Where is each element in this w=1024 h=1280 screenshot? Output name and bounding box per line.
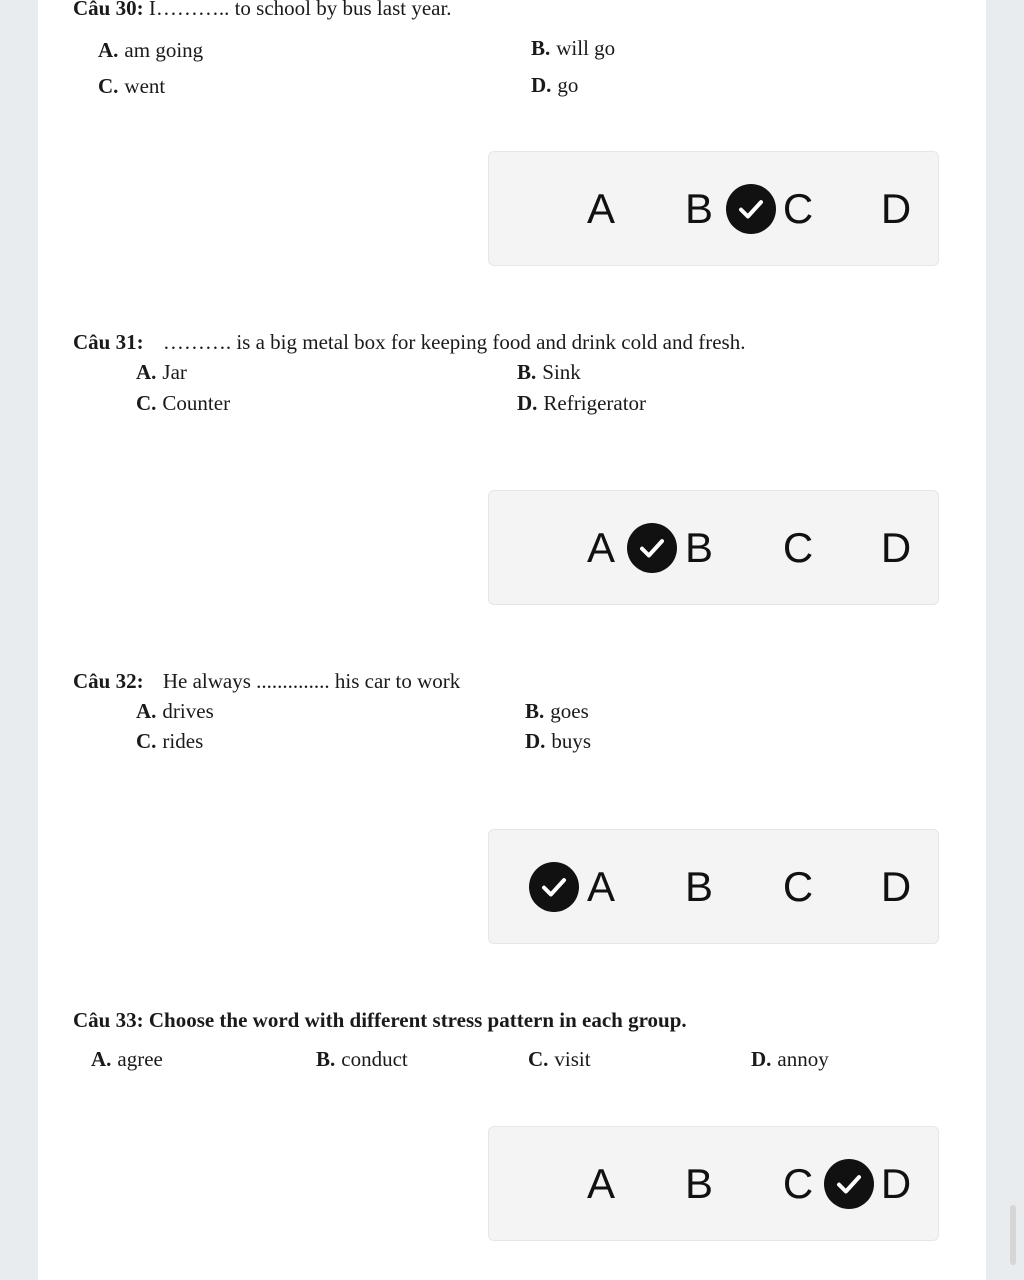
option-c: C. rides bbox=[136, 729, 204, 753]
question-33 bbox=[73, 1008, 687, 1033]
option-d: D. Refrigerator bbox=[517, 391, 647, 415]
answer-choice-d[interactable]: D bbox=[880, 184, 912, 232]
answer-choice-b[interactable]: B bbox=[684, 862, 714, 910]
answer-card-32 bbox=[488, 829, 939, 944]
answer-choice-d[interactable]: D bbox=[880, 1159, 912, 1207]
option-a: A. agree bbox=[91, 1047, 163, 1071]
answer-choice-d[interactable]: D bbox=[880, 523, 912, 571]
option-a: A. am going bbox=[98, 38, 204, 62]
option-d: D. go bbox=[531, 73, 579, 97]
check-circle-icon bbox=[529, 862, 579, 912]
scrollbar[interactable] bbox=[1010, 1205, 1016, 1265]
option-b: B. goes bbox=[525, 699, 589, 723]
option-c: C. went bbox=[98, 74, 166, 98]
answer-choice-a[interactable]: A bbox=[586, 862, 616, 910]
option-c: C. Counter bbox=[136, 391, 231, 415]
question-text: ………. is a big metal box for keeping food and drink cold and fresh. bbox=[162, 330, 746, 354]
option-b: B. Sink bbox=[517, 360, 581, 384]
check-circle-icon bbox=[627, 523, 677, 573]
question-label: Câu 33: bbox=[73, 1008, 144, 1032]
option-b: B. conduct bbox=[316, 1047, 408, 1071]
answer-choice-d[interactable]: D bbox=[880, 862, 912, 910]
answer-choice-c[interactable]: C bbox=[782, 862, 814, 910]
option-d: D. buys bbox=[525, 729, 592, 753]
option-a: A. drives bbox=[136, 699, 214, 723]
answer-card-30 bbox=[488, 151, 939, 266]
question-text: He always .............. his car to work bbox=[162, 669, 461, 693]
answer-choice-c[interactable]: C bbox=[782, 184, 814, 232]
question-32 bbox=[73, 669, 460, 694]
option-a: A. Jar bbox=[136, 360, 187, 384]
question-label: Câu 30: bbox=[73, 0, 144, 20]
check-circle-icon bbox=[726, 184, 776, 234]
option-b: B. will go bbox=[531, 36, 616, 60]
question-label: Câu 31: bbox=[73, 330, 144, 354]
answer-choice-a[interactable]: A bbox=[586, 523, 616, 571]
worksheet-page bbox=[38, 0, 986, 1280]
question-text: Choose the word with different stress pattern in each group. bbox=[148, 1008, 687, 1032]
answer-card-33 bbox=[488, 1126, 939, 1241]
answer-choice-c[interactable]: C bbox=[782, 1159, 814, 1207]
answer-choice-b[interactable]: B bbox=[684, 184, 714, 232]
answer-choice-b[interactable]: B bbox=[684, 1159, 714, 1207]
question-31 bbox=[73, 330, 745, 355]
option-c: C. visit bbox=[528, 1047, 591, 1071]
answer-choice-a[interactable]: A bbox=[586, 1159, 616, 1207]
check-circle-icon bbox=[824, 1159, 874, 1209]
option-d: D. annoy bbox=[751, 1047, 829, 1071]
question-30 bbox=[73, 0, 452, 21]
question-text: I……….. to school by bus last year. bbox=[148, 0, 452, 20]
answer-choice-a[interactable]: A bbox=[586, 184, 616, 232]
answer-card-31 bbox=[488, 490, 939, 605]
answer-choice-c[interactable]: C bbox=[782, 523, 814, 571]
answer-choice-b[interactable]: B bbox=[684, 523, 714, 571]
question-label: Câu 32: bbox=[73, 669, 144, 693]
